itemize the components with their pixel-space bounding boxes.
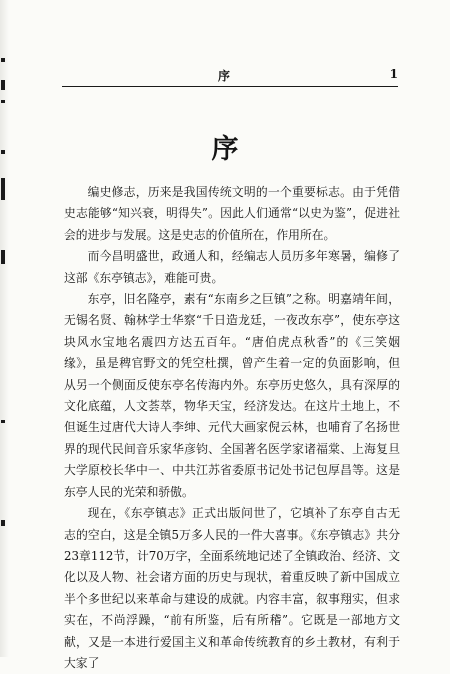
- paragraph: 东亭，旧名隆亭，素有“东南乡之巨镇”之称。明嘉靖年间，无锡名贤、翰林学士华察“千日造龙廷，一夜改东亭”，使东亭这块风水宝地名震四方达五百年。“唐伯虎点秋香”的《三笑姻缘》，虽是稗官野文的凭空杜撰，曾产生着一定的负面影响，但从另一个侧面反使东亭名传海内外。东亭历史悠久，具有深厚的文化底蕴，人文荟萃，物华天宝，经济发达。在这片土地上，不但诞生过唐代大诗人李绅、元代大画家倪云林，也哺育了名扬世界的现代民间音乐家华彦钧、全国著名医学家诸福棠、上海复旦大学原校长华中一、中共江苏省委原书记处书记包厚昌等。这是东亭人民的光荣和骄傲。: [64, 292, 400, 499]
- scan-binding-edge: [0, 0, 9, 657]
- binding-mark: [1, 420, 5, 423]
- binding-mark: [1, 520, 5, 526]
- binding-mark: [1, 250, 5, 264]
- page-number: 1: [389, 67, 398, 81]
- paragraph: 现在，《东亭镇志》正式出版问世了，它填补了东亭自古无志的空白，这是全镇5万多人民的一件大喜事。《东亭镇志》共分23章112节，计70万字，全面系统地记述了全镇政治、经济、文化以及人物、社会诸方面的历史与现状，着重反映了新中国成立半个多世纪以来革命与建设的成就。内容丰富，叙事翔实，但求实在，不尚浮躁，“前有所鉴，后有所稽”。它既是一部地方文献，又是一本进行爱国主义和革命传统教育的乡土教材，有利于大家了: [64, 506, 400, 670]
- paragraph: 而今昌明盛世，政通人和，经编志人员历多年寒暑，编修了这部《东亭镇志》，难能可贵。: [64, 249, 400, 285]
- running-header-title: 序: [217, 69, 232, 83]
- binding-mark: [1, 58, 5, 62]
- paragraph: 编史修志，历来是我国传统文明的一个重要标志。由于凭借史志能够“知兴衰，明得失”。因此人们通常“以史为鉴”，促进社会的进步与发展。这是史志的价值所在，作用所在。: [64, 185, 400, 242]
- body-text: [64, 182, 400, 674]
- header-rule: [62, 86, 398, 87]
- chapter-title: 序: [211, 134, 239, 165]
- binding-mark: [1, 178, 5, 200]
- binding-mark: [1, 100, 5, 103]
